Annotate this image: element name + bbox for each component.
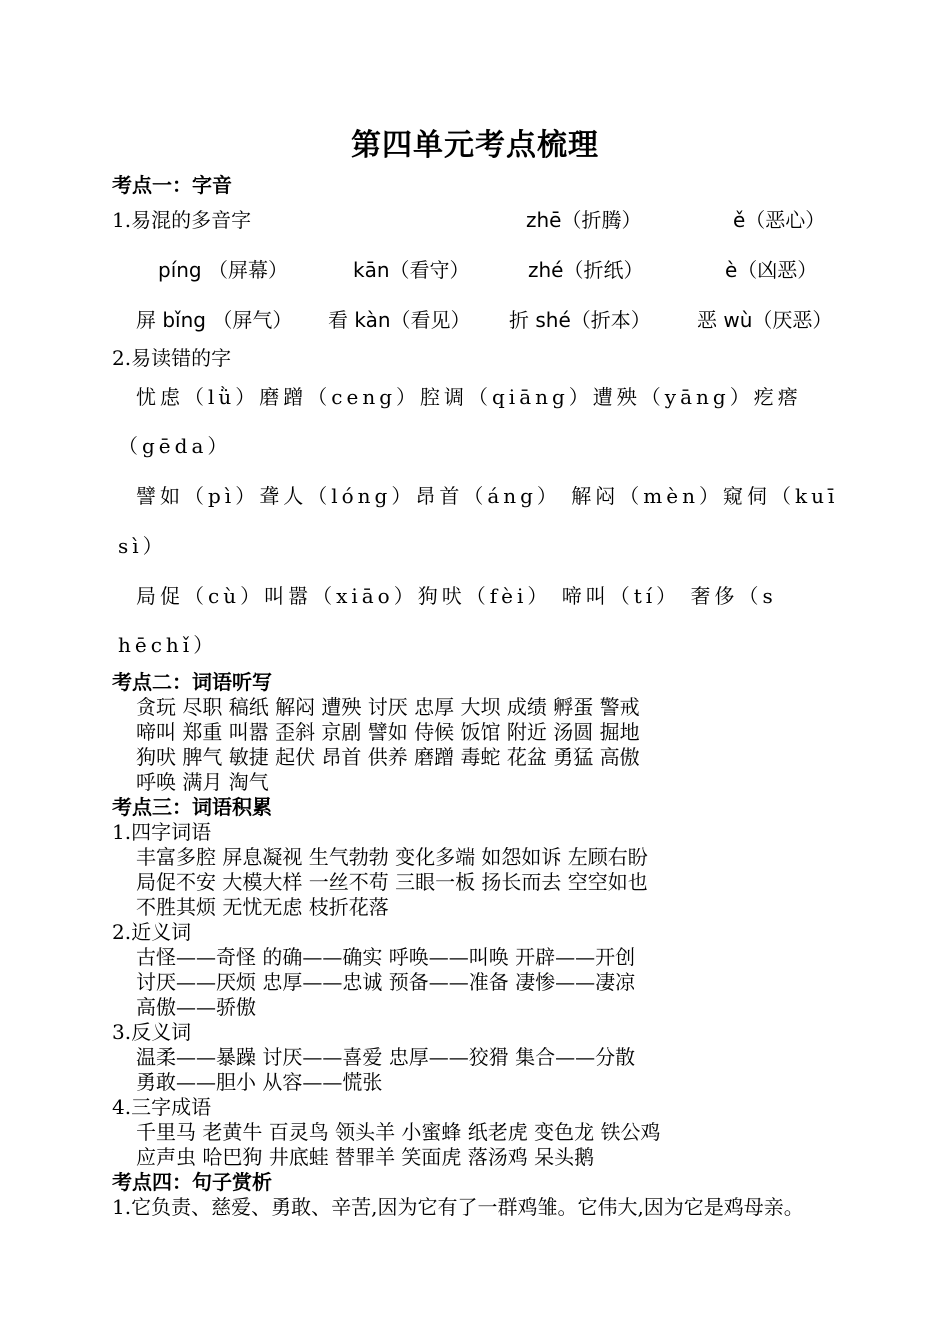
subsection-label: 2.易读错的字 — [112, 346, 232, 370]
page-title: 第四单元考点梳理 — [351, 128, 599, 163]
polyphone-item: zhē（折腾） — [526, 208, 642, 232]
polyphone-item: 折 shé（折本） — [509, 308, 651, 332]
subsection-label: 3.反义词 — [112, 1020, 192, 1044]
subsection-label: 2.近义词 — [112, 920, 192, 944]
three-char-idiom-row: 应声虫 哈巴狗 井底蛙 替罪羊 笑面虎 落汤鸡 呆头鹅 — [136, 1145, 595, 1169]
section-heading-1: 考点一：字音 — [112, 173, 232, 197]
synonym-row: 古怪——奇怪 的确——确实 呼唤——叫唤 开辟——开创 — [136, 945, 636, 969]
antonym-row: 温柔——暴躁 讨厌——喜爱 忠厚——狡猾 集合——分散 — [136, 1045, 636, 1069]
pronunciation-line: 忧虑（lǜ）磨蹭（ceng）腔调（qiāng）遭殃（yāng）疙瘩 — [136, 385, 802, 409]
idiom-row: 丰富多腔 屏息凝视 生气勃勃 变化多端 如怨如诉 左顾右盼 — [136, 845, 648, 869]
section-heading-2: 考点二：词语听写 — [112, 670, 272, 694]
idiom-row: 不胜其烦 无忧无虑 枝折花落 — [136, 895, 389, 919]
word-row: 狗吠 脾气 敏捷 起伏 昂首 供养 磨蹭 毒蛇 花盆 勇猛 高傲 — [136, 745, 640, 769]
word-row: 呼唤 满月 淘气 — [136, 770, 269, 794]
subsection-label: 4.三字成语 — [112, 1095, 212, 1119]
polyphone-item: 屏 bǐng （屏气） — [136, 308, 293, 332]
pronunciation-line: 局促（cù）叫嚣（xiāo）狗吠（fèi） 啼叫（tí） 奢侈（s — [136, 584, 777, 608]
word-row: 啼叫 郑重 叫嚣 歪斜 京剧 譬如 侍候 饭馆 附近 汤圆 掘地 — [136, 720, 640, 744]
polyphone-item: 恶 wù（厌恶） — [697, 308, 833, 332]
pronunciation-line: 譬如（pì）聋人（lóng）昂首（áng） 解闷（mèn）窥伺（kuī — [136, 484, 839, 508]
antonym-row: 勇敢——胆小 从容——慌张 — [136, 1070, 383, 1094]
pronunciation-line: hēchǐ） — [118, 633, 218, 657]
sentence-line: 1.它负责、慈爱、勇敢、辛苦,因为它有了一群鸡雏。它伟大,因为它是鸡母亲。 — [112, 1195, 804, 1219]
word-row: 贪玩 尽职 稿纸 解闷 遭殃 讨厌 忠厚 大坝 成绩 孵蛋 警戒 — [136, 695, 640, 719]
section-heading-3: 考点三：词语积累 — [112, 795, 272, 819]
polyphone-item: píng （屏幕） — [158, 258, 288, 282]
polyphone-item: 看 kàn（看见） — [328, 308, 471, 332]
section-heading-4: 考点四：句子赏析 — [112, 1170, 272, 1194]
three-char-idiom-row: 千里马 老黄牛 百灵鸟 领头羊 小蜜蜂 纸老虎 变色龙 铁公鸡 — [136, 1120, 661, 1144]
synonym-row: 讨厌——厌烦 忠厚——忠诚 预备——准备 凄惨——凄凉 — [136, 970, 636, 994]
pronunciation-line: sì） — [118, 534, 167, 558]
subsection-label: 1.易混的多音字 — [112, 208, 252, 232]
subsection-label: 1.四字词语 — [112, 820, 212, 844]
idiom-row: 局促不安 大模大样 一丝不苟 三眼一板 扬长而去 空空如也 — [136, 870, 648, 894]
synonym-row: 高傲——骄傲 — [136, 995, 256, 1019]
polyphone-item: kān（看守） — [353, 258, 470, 282]
polyphone-item: ě（恶心） — [733, 208, 826, 232]
polyphone-item: zhé（折纸） — [528, 258, 644, 282]
polyphone-item: è（凶恶） — [725, 258, 818, 282]
pronunciation-line: （gēda） — [118, 434, 232, 458]
